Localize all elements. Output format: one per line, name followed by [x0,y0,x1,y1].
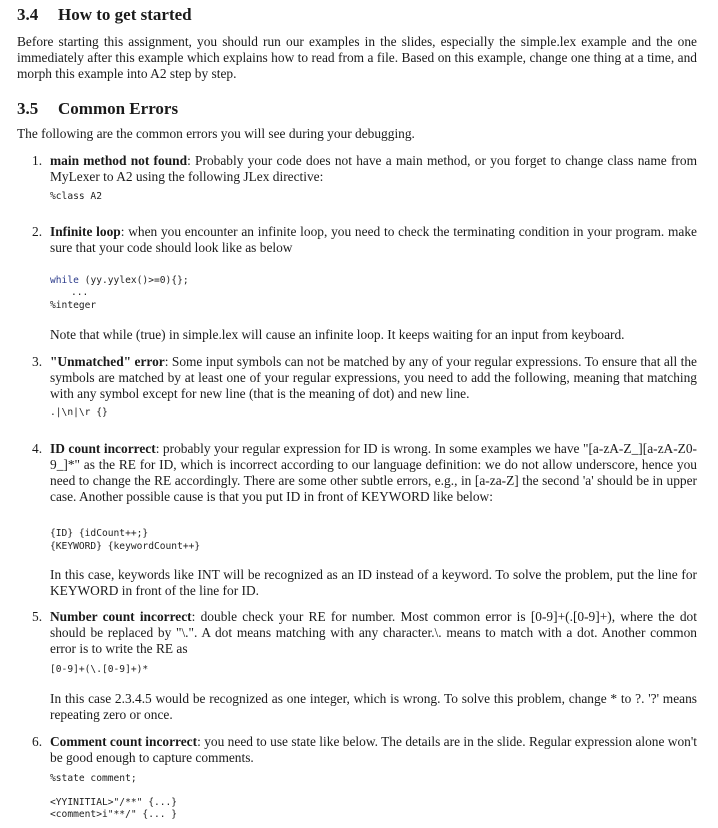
item-text [50,734,697,766]
code-snippet: %class A2 [50,191,102,202]
section-heading-3-5 [17,99,178,119]
item-text [50,354,697,402]
code-snippet: %state comment; [50,773,137,784]
item-marker: 3. [32,354,43,369]
section-title: Common Errors [58,99,179,118]
item-text [50,224,697,256]
section-number: 3.5 [17,99,39,118]
item-description: : double check your RE for number. Most common error is [0-9]+(.[0-9]+), where the dot should be replaced by "\.". A dot means matching with any character.\. means to match with a dot. Another common error is to write the RE as [50,609,697,656]
section-title: How to get started [58,5,192,24]
section-heading-3-4 [17,5,192,25]
item-term: main method not found [50,153,188,168]
code-snippet: <comment>i"**/" {... } [50,809,178,820]
item-text [50,153,697,185]
code-keyword: while [50,275,79,286]
code-snippet: {ID} {idCount++;} [50,528,149,539]
section-number: 3.4 [17,5,39,24]
code-snippet [50,275,189,287]
code-snippet: {KEYWORD} {keywordCount++} [50,541,201,552]
item-marker: 6. [32,734,43,749]
item-note: In this case 2.3.4.5 would be recognized as one integer, which is wrong. To solve this problem, change * to ?. '?' means repeating zero or once. [50,691,697,722]
item-term: ID count incorrect [50,441,156,456]
section-paragraph: Before starting this assignment, you should run our examples in the slides, especially the simple.lex example and the one immediately after this example which explains how to read from a file. Based on this example, change one thing at a time, and morph this example into A2 step by step. [17,34,697,81]
item-description: : Some input symbols can not be matched by any of your regular expressions. To ensure that all the symbols are matched by at least one of your regular expressions, you need to add the following, meaning that matching with any symbol except for new line (that is the meaning of dot) and new line. [50,354,697,401]
item-description: : probably your regular expression for ID is wrong. In some examples we have "[a-zA-Z_][a-zA-Z0-9_]*" as the RE for ID, which is incorrect according to our language definition: we do not allow underscore, hence you need to change the RE accordingly. There are some other subtle errors, e.g., in [a-za-Z] the second 'a' should be in upper case. Another possible cause is that you put ID in front of KEYWORD like below: [50,441,697,504]
code-snippet: <YYINITIAL>"/**" {...} [50,797,178,808]
code-snippet: %integer [50,300,97,311]
code-snippet: .|\n|\r {} [50,407,108,418]
item-marker: 1. [32,153,43,168]
item-marker: 5. [32,609,43,624]
item-description: : you need to use state like below. The details are in the slide. Regular expression alone won't be good enough to capture comments. [50,734,697,765]
code-snippet: [0-9]+(\.[0-9]+)* [50,664,149,675]
item-marker: 4. [32,441,43,456]
item-term: Comment count incorrect [50,734,198,749]
item-text [50,441,697,505]
item-note: Note that while (true) in simple.lex will cause an infinite loop. It keeps waiting for an input from keyboard. [50,327,625,342]
code-ellipsis: ... [71,287,89,298]
item-note: In this case, keywords like INT will be recognized as an ID instead of a keyword. To solve the problem, put the line for KEYWORD in front of the line for ID. [50,567,697,598]
item-term: Number count incorrect [50,609,192,624]
item-term: Infinite loop [50,224,121,239]
item-text [50,609,697,657]
item-description: : Probably your code does not have a main method, or you forget to change class name from MyLexer to A2 using the following JLex directive: [50,153,697,184]
item-term: "Unmatched" error [50,354,165,369]
code-text: (yy.yylex()>=0){}; [78,275,189,286]
item-marker: 2. [32,224,43,239]
item-description: : when you encounter an infinite loop, you need to check the terminating condition in your program. make sure that your code should look like as below [50,224,697,255]
section-intro: The following are the common errors you will see during your debugging. [17,126,415,141]
